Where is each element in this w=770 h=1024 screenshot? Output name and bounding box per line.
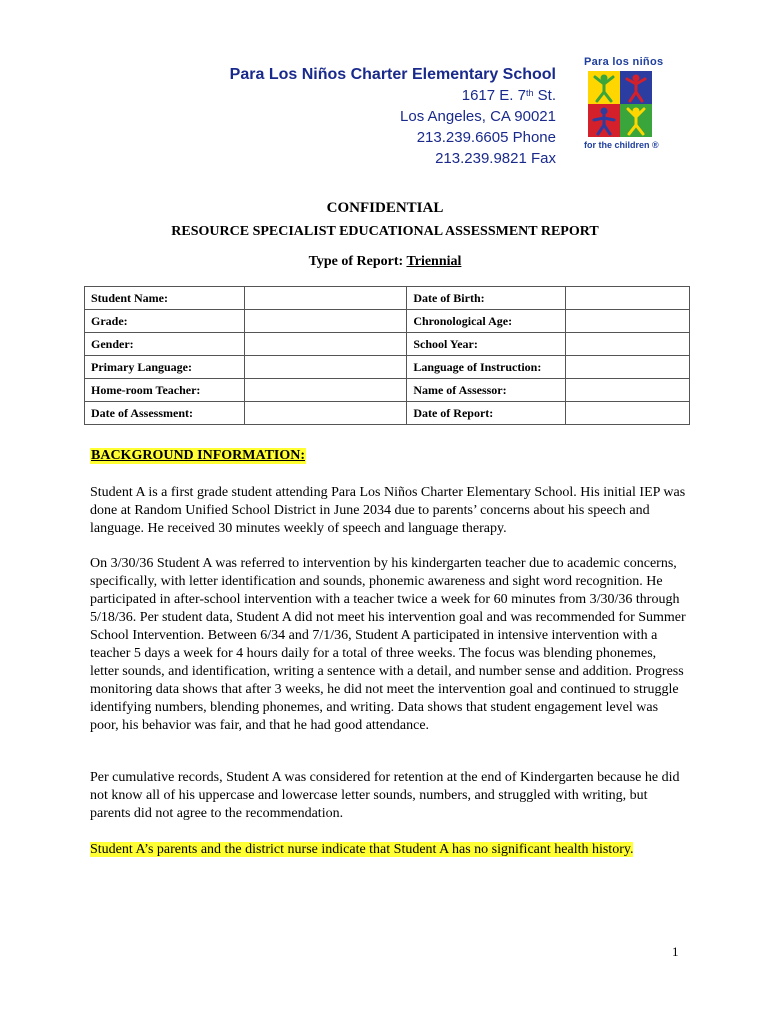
health-history-highlight: Student A’s parents and the district nurse indicate that Student A has no significant health history. xyxy=(90,842,634,857)
school-fax: 213.239.9821 Fax xyxy=(435,150,556,167)
logo-top-text: Para los niños xyxy=(584,56,664,68)
school-phone: 213.239.6605 Phone xyxy=(416,129,556,146)
field-value[interactable] xyxy=(245,310,407,333)
field-label: Grade: xyxy=(85,310,245,333)
field-value[interactable] xyxy=(565,310,689,333)
report-title: RESOURCE SPECIALIST EDUCATIONAL ASSESSMENT REPORT xyxy=(171,224,599,239)
field-value[interactable] xyxy=(245,287,407,310)
field-value[interactable] xyxy=(245,356,407,379)
report-type-value: Triennial xyxy=(406,254,462,269)
red-child-figure-icon xyxy=(588,104,620,137)
field-label: Language of Instruction: xyxy=(407,356,565,379)
field-label: Chronological Age: xyxy=(407,310,565,333)
field-value[interactable] xyxy=(565,333,689,356)
blue-child-figure-icon xyxy=(620,71,652,104)
field-label: Date of Birth: xyxy=(407,287,565,310)
green-child-figure-icon xyxy=(620,104,652,137)
report-type-line xyxy=(0,254,770,270)
school-name: Para Los Niños Charter Elementary School xyxy=(229,66,556,83)
logo-figures-grid xyxy=(588,71,652,137)
field-label: Name of Assessor: xyxy=(407,379,565,402)
school-address: 1617 E. 7th St. xyxy=(461,87,556,104)
field-label: Gender: xyxy=(85,333,245,356)
table-row xyxy=(85,402,690,425)
table-row xyxy=(85,310,690,333)
field-value[interactable] xyxy=(565,356,689,379)
school-header xyxy=(230,64,556,169)
school-city: Los Angeles, CA 90021 xyxy=(400,108,556,125)
table-row xyxy=(85,287,690,310)
field-label: Student Name: xyxy=(85,287,245,310)
table-row xyxy=(85,379,690,402)
yellow-child-figure-icon xyxy=(588,71,620,104)
background-paragraph-3: Per cumulative records, Student A was considered for retention at the end of Kindergarten because he did not know all of his uppercase and lowercase letter sounds, numbers, and struggled with writing, but parents did not agree to the recommendation. xyxy=(90,770,680,821)
background-heading: BACKGROUND INFORMATION: xyxy=(91,448,306,463)
field-value[interactable] xyxy=(565,287,689,310)
field-value[interactable] xyxy=(245,379,407,402)
para-los-ninos-logo xyxy=(584,56,670,156)
page-number: 1 xyxy=(672,944,679,959)
field-label: Date of Assessment: xyxy=(85,402,245,425)
field-label: School Year: xyxy=(407,333,565,356)
field-value[interactable] xyxy=(245,333,407,356)
field-label: Home-room Teacher: xyxy=(85,379,245,402)
report-type-label: Type of Report: xyxy=(308,254,404,269)
table-row xyxy=(85,356,690,379)
student-info-table xyxy=(84,286,690,425)
field-value[interactable] xyxy=(245,402,407,425)
logo-bottom-text: for the children ® xyxy=(584,140,659,150)
background-paragraph-1: Student A is a first grade student attending Para Los Niños Charter Elementary School. His initial IEP was done at Random Unified School District in June 2034 due to parents’ concerns about his speech and language. He received 30 minutes weekly of speech and language therapy. xyxy=(90,485,686,536)
field-value[interactable] xyxy=(565,402,689,425)
table-row xyxy=(85,333,690,356)
background-paragraph-4 xyxy=(90,841,688,859)
background-paragraph-2: On 3/30/36 Student A was referred to intervention by his kindergarten teacher due to academic concerns, specifically, with letter identification and sounds, phonemic awareness and sight word recognition. He participated in after-school intervention with a teacher twice a week for 60 minutes from 3/30/36 through 5/18/36. Per student data, Student A did not meet his intervention goal and was recommended for Summer School Intervention. Between 6/34 and 7/1/36, Student A participated in intensive intervention with a teacher 5 days a week for 4 hours daily for a total of three weeks. The focus was blending phonemes, letter sounds, and identification, writing a sentence with a detail, and number sense and addition. Progress monitoring data shows that after 3 weeks, he did not meet the intervention goal and continued to struggle identifying numbers, blending phonemes, and writing. Data shows that student engagement level was poor, his behavior was fair, and that he had good attendance. xyxy=(90,556,686,733)
field-value[interactable] xyxy=(565,379,689,402)
confidential-heading: CONFIDENTIAL xyxy=(326,200,444,216)
report-title-block xyxy=(0,198,770,242)
field-label: Primary Language: xyxy=(85,356,245,379)
field-label: Date of Report: xyxy=(407,402,565,425)
